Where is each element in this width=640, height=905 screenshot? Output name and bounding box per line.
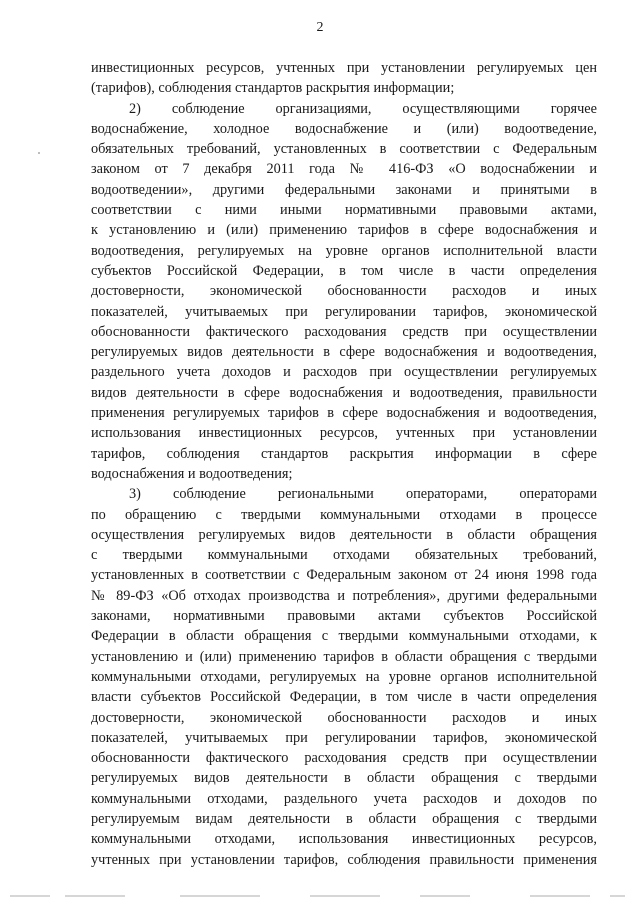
text-line: обоснованности фактического расходования средств при осуществлении <box>91 323 597 340</box>
text-line: раздельного учета доходов и расходов при осуществлении регулируемых <box>91 364 597 381</box>
text-line: коммунальными отходами, регулируемых на уровне органов исполнительной <box>91 668 597 685</box>
text-line: (тарифов), соблюдения стандартов раскрытия информации; <box>91 80 455 97</box>
text-line: регулируемых видов деятельности в сфере водоснабжения и водоотведения, <box>91 344 597 361</box>
text-line: показателей, учитываемых при регулировании тарифов, экономической <box>91 303 597 320</box>
text-line: установлению и (или) применению тарифов в области обращения с твердыми <box>91 648 597 665</box>
text-line: водоснабжения и водоотведения; <box>91 465 293 482</box>
scan-speck <box>38 152 40 154</box>
page-number: 2 <box>316 20 324 35</box>
text-line: субъектов Российской Федерации, в том числе в части определения <box>91 262 597 279</box>
text-line: коммунальными отходами, использования инвестиционных ресурсов, <box>91 831 597 848</box>
text-line: достоверности, экономической обоснованности расходов и иных <box>91 283 597 300</box>
text-line: коммунальными отходами, раздельного учета расходов и доходов по <box>91 790 597 807</box>
scan-noise-strip <box>10 895 630 899</box>
text-line: видов деятельности в сфере водоснабжения и водоотведения, правильности <box>91 384 597 401</box>
text-line: водоснабжение, холодное водоснабжение и (или) водоотведение, <box>91 120 597 137</box>
text-line: соответствии с ними иными нормативными правовыми актами, <box>91 202 597 219</box>
text-line: достоверности, экономической обоснованности расходов и иных <box>91 709 597 726</box>
text-line: законами, нормативными правовыми актами субъектов Российской <box>91 608 597 625</box>
text-line: 2) соблюдение организациями, осуществляющими горячее <box>129 100 597 117</box>
text-line: к установлению и (или) применению тарифов в сфере водоснабжения и <box>91 222 597 239</box>
text-line: Федерации в области обращения с твердыми коммунальными отходами, к <box>91 628 597 645</box>
text-line: по обращению с твердыми коммунальными отходами в процессе <box>91 506 597 523</box>
text-line: регулируемым видам деятельности в области обращения с твердыми <box>91 810 597 827</box>
text-line: 3) соблюдение региональными операторами, операторами <box>129 486 597 503</box>
text-line: использования инвестиционных ресурсов, учтенных при установлении <box>91 425 597 442</box>
text-line: осуществления регулируемых видов деятельности в области обращения <box>91 526 597 543</box>
text-line: власти субъектов Российской Федерации, в том числе в части определения <box>91 689 597 706</box>
text-line: обязательных требований, установленных в соответствии с Федеральным <box>91 141 597 158</box>
text-line: водоотведении», другими федеральными законами и принятыми в <box>91 181 597 198</box>
text-line: с твердыми коммунальными отходами обязательных требований, <box>91 547 597 564</box>
text-line: тарифов, соблюдения стандартов раскрытия информации в сфере <box>91 445 597 462</box>
document-body <box>91 58 597 870</box>
text-line: применения регулируемых тарифов в сфере водоснабжения и водоотведения, <box>91 405 597 422</box>
text-line: регулируемых видов деятельности в области обращения с твердыми <box>91 770 597 787</box>
text-line: инвестиционных ресурсов, учтенных при установлении регулируемых цен <box>91 60 597 76</box>
text-line: показателей, учитываемых при регулировании тарифов, экономической <box>91 729 597 746</box>
text-line: учтенных при установлении тарифов, соблюдения правильности применения <box>91 851 597 868</box>
text-line: обоснованности фактического расходования средств при осуществлении <box>91 750 597 767</box>
text-line: водоотведения, регулируемых на уровне органов исполнительной власти <box>91 242 597 259</box>
text-line: законом от 7 декабря 2011 года № 416-ФЗ «О водоснабжении и <box>91 161 597 178</box>
text-line: установленных в соответствии с Федеральным законом от 24 июня 1998 года <box>91 567 597 584</box>
text-line: № 89-ФЗ «Об отходах производства и потребления», другими федеральными <box>91 587 597 604</box>
